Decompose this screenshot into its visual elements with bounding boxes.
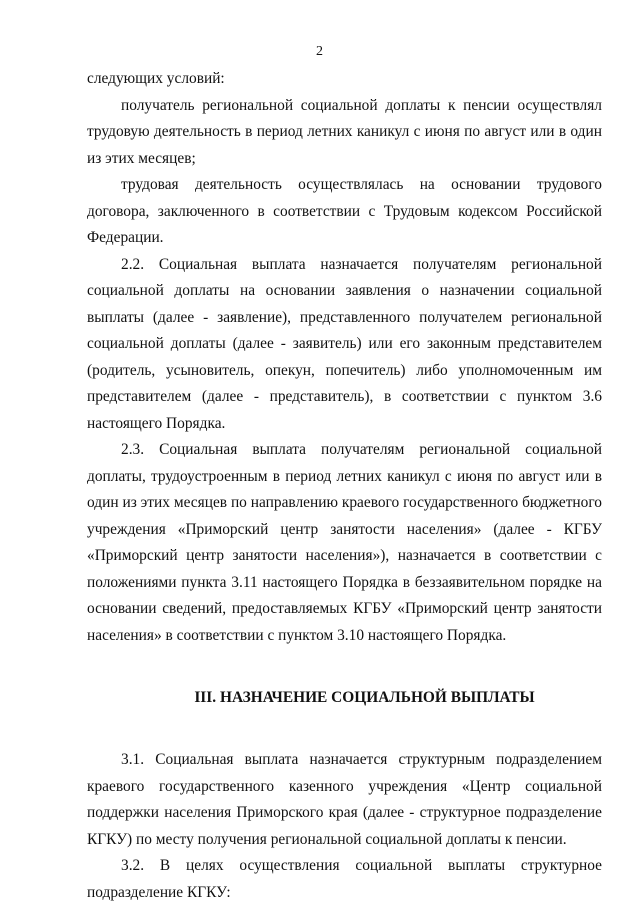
paragraph-condition-labor-contract: трудовая деятельность осуществлялась на основании трудового договора, заключенного в соответствии с Трудовым кодексом Российской Федерации.: [87, 176, 602, 246]
page-number: 2: [316, 44, 323, 59]
paragraph-2-3: 2.3. Социальная выплата получателям региональной социальной доплаты, трудоустроенным в период летних каникул с июня по август или в один из этих месяцев по направлению краевого государственного бюджетного учреждения «Приморский центр занятости населения» (далее - КГБУ «Приморский центр занятости населения»), назначается в соответствии с положениями пункта 3.11 настоящего Порядка в беззаявительном порядке на основании сведений, предоставляемых КГБУ «Приморский центр занятости населения» в соответствии с пунктом 3.10 настоящего Порядка.: [87, 441, 602, 644]
paragraph-3-1: 3.1. Социальная выплата назначается структурным подразделением краевого государственного казенного учреждения «Центр социальной поддержки населения Приморского края (далее - структурное подразделение КГКУ) по месту получения региональной социальной доплаты к пенсии.: [87, 751, 602, 848]
paragraph-conditions-intro: следующих условий:: [87, 70, 225, 87]
section-heading: III. НАЗНАЧЕНИЕ СОЦИАЛЬНОЙ ВЫПЛАТЫ: [194, 689, 535, 706]
document-body: [87, 66, 602, 906]
paragraph-condition-work-period: получатель региональной социальной доплаты к пенсии осуществлял трудовую деятельность в период летних каникул с июня по август или в один из этих месяцев;: [87, 96, 602, 167]
paragraph-2-2: 2.2. Социальная выплата назначается получателям региональной социальной доплаты на основании заявления о назначении социальной выплаты (далее - заявление), представленного получателем региональной социальной доплаты (далее - заявитель) или его законным представителем (родитель, усыновитель, опекун, попечитель) либо уполномоченным им представителем (далее - представитель), в соответствии с пунктом 3.6 настоящего Порядка.: [87, 255, 602, 432]
paragraph-3-2: 3.2. В целях осуществления социальной выплаты структурное подразделение КГКУ:: [87, 857, 602, 901]
